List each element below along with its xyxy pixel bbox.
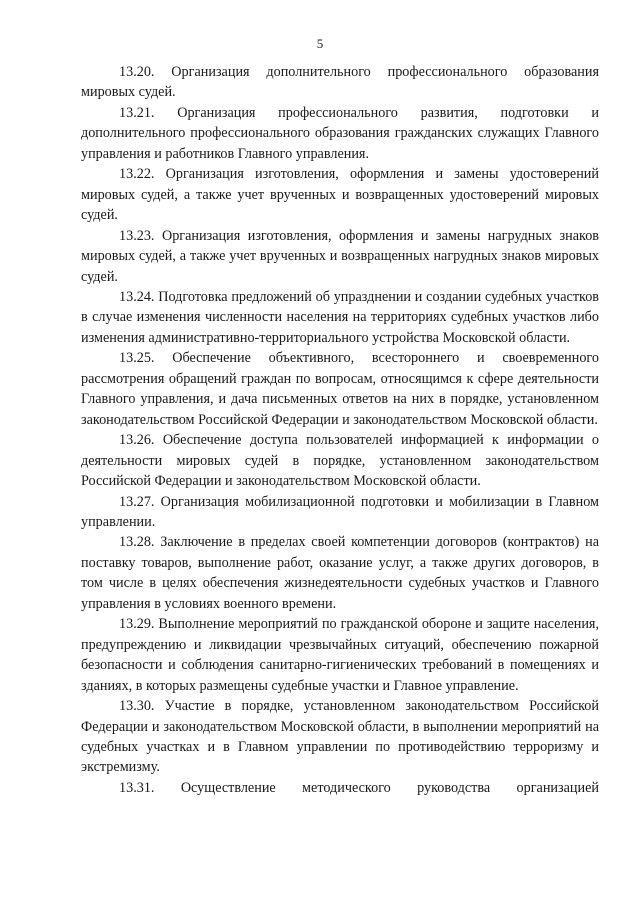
page-number: 5: [316, 36, 324, 51]
paragraph-13-29: 13.29. Выполнение мероприятий по гражданской обороне и защите населения, предупреждению и ликвидации чрезвычайных ситуаций, обеспечению пожарной безопасности и соблюдения санитарно-гигиенических требований в помещениях и зданиях, в которых размещены судебные участки и Главное управление.: [81, 616, 599, 694]
document-body: [81, 62, 599, 798]
paragraph-13-23: 13.23. Организация изготовления, оформления и замены нагрудных знаков мировых судей, а также учет врученных и возвращенных нагрудных знаков мировых судей.: [81, 227, 599, 285]
paragraph-13-26: 13.26. Обеспечение доступа пользователей информацией к информации о деятельности мировых судей в порядке, установленном законодательством Российской Федерации и законодательством Московской области.: [81, 432, 599, 490]
paragraph-13-31: 13.31. Осуществление методического руководства организацией: [119, 779, 599, 796]
paragraph-13-22: 13.22. Организация изготовления, оформления и замены удостоверений мировых судей, а также учет врученных и возвращенных удостоверений мировых судей.: [81, 166, 599, 224]
paragraph-13-21: 13.21. Организация профессионального развития, подготовки и дополнительного профессионального образования гражданских служащих Главного управления и работников Главного управления.: [81, 104, 599, 162]
paragraph-13-28: 13.28. Заключение в пределах своей компетенции договоров (контрактов) на поставку товаров, выполнение работ, оказание услуг, а также других договоров, в том числе в целях обеспечения жизнедеятельности судебных участков и Главного управления в условиях военного времени.: [81, 534, 599, 612]
paragraph-13-27: 13.27. Организация мобилизационной подготовки и мобилизации в Главном управлении.: [81, 493, 599, 530]
paragraph-13-20: 13.20. Организация дополнительного профессионального образования мировых судей.: [81, 64, 599, 101]
paragraph-13-24: 13.24. Подготовка предложений об упразднении и создании судебных участков в случае изменения численности населения на территориях судебных участков либо изменения административно-территориального устройства Московской области.: [81, 288, 599, 346]
paragraph-13-30: 13.30. Участие в порядке, установленном законодательством Российской Федерации и законодательством Московской области, в выполнении мероприятий на судебных участках и в Главном управлении по противодействию терроризму и экстремизму.: [81, 698, 599, 776]
paragraph-13-25: 13.25. Обеспечение объективного, всестороннего и своевременного рассмотрения обращений граждан по вопросам, относящимся к сфере деятельности Главного управления, и дача письменных ответов на них в порядке, установленном законодательством Российской Федерации и законодательством Московской области.: [81, 350, 599, 428]
